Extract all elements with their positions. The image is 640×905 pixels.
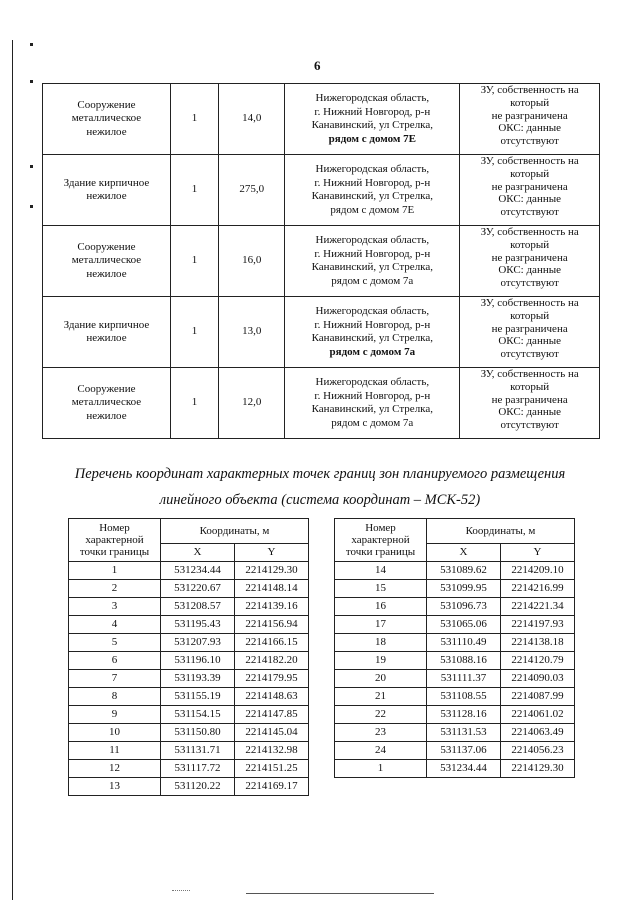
coordinate-y: 2214209.10 [501, 562, 575, 580]
coordinate-y: 2214056.23 [501, 742, 575, 760]
coordinate-row [69, 742, 309, 760]
object-address: Нижегородская область, г. Нижний Новгород, р-н Канавинский, ул Стрелка, рядом с домом 7а [285, 226, 460, 297]
coordinate-x: 531128.16 [427, 706, 501, 724]
object-row [43, 368, 600, 439]
coordinate-y: 2214182.20 [235, 652, 309, 670]
coordinate-x: 531137.06 [427, 742, 501, 760]
object-row [43, 155, 600, 226]
point-number: 16 [335, 598, 427, 616]
coordinates-table-left [68, 518, 309, 796]
section-heading-line1: Перечень координат характерных точек границ зон планируемого размещения [74, 466, 566, 482]
page-number: 6 [314, 58, 321, 73]
object-status: ЗУ, собственность на который не разграничена ОКС: данные отсутствуют [460, 297, 600, 368]
margin-mark [30, 80, 33, 83]
coordinate-row [69, 724, 309, 742]
object-count: 1 [170, 84, 218, 155]
point-number: 6 [69, 652, 161, 670]
coordinate-x: 531065.06 [427, 616, 501, 634]
object-status: ЗУ, собственность на который не разграничена ОКС: данные отсутствуют [460, 226, 600, 297]
coordinate-row [335, 670, 575, 688]
point-number: 20 [335, 670, 427, 688]
section-heading-line2: линейного объекта (система координат – МСК-52) [159, 492, 481, 508]
coordinate-y: 2214221.34 [501, 598, 575, 616]
point-number: 23 [335, 724, 427, 742]
margin-mark [30, 205, 33, 208]
point-number: 17 [335, 616, 427, 634]
object-address: Нижегородская область, г. Нижний Новгород, р-н Канавинский, ул Стрелка, рядом с домом 7а [285, 368, 460, 439]
object-address: Нижегородская область, г. Нижний Новгород, р-н Канавинский, ул Стрелка, рядом с домом 7Е [285, 84, 460, 155]
coordinate-row [335, 616, 575, 634]
object-row [43, 297, 600, 368]
point-number: 13 [69, 778, 161, 796]
coordinate-x: 531108.55 [427, 688, 501, 706]
object-area: 12,0 [219, 368, 285, 439]
coordinate-x: 531234.44 [161, 562, 235, 580]
coordinate-y: 2214151.25 [235, 760, 309, 778]
coordinate-x: 531089.62 [427, 562, 501, 580]
point-number: 14 [335, 562, 427, 580]
object-area: 275,0 [219, 155, 285, 226]
point-number: 19 [335, 652, 427, 670]
coordinate-x: 531150.80 [161, 724, 235, 742]
coordinate-y: 2214063.49 [501, 724, 575, 742]
coordinate-row [69, 598, 309, 616]
point-number: 4 [69, 616, 161, 634]
coordinate-row [69, 562, 309, 580]
object-row [43, 226, 600, 297]
object-name: Сооружение металлическое нежилое [43, 368, 171, 439]
coordinate-row [69, 634, 309, 652]
coordinate-x: 531155.19 [161, 688, 235, 706]
coordinate-x: 531110.49 [427, 634, 501, 652]
object-count: 1 [170, 226, 218, 297]
object-status: ЗУ, собственность на который не разграничена ОКС: данные отсутствуют [460, 155, 600, 226]
coordinate-y: 2214138.18 [501, 634, 575, 652]
coordinate-row [335, 724, 575, 742]
coordinate-row [335, 706, 575, 724]
header-x: X [427, 544, 501, 562]
coordinate-x: 531088.16 [427, 652, 501, 670]
point-number: 22 [335, 706, 427, 724]
coordinate-y: 2214166.15 [235, 634, 309, 652]
coordinate-y: 2214147.85 [235, 706, 309, 724]
point-number: 9 [69, 706, 161, 724]
coordinate-y: 2214197.93 [501, 616, 575, 634]
point-number: 24 [335, 742, 427, 760]
coordinate-y: 2214216.99 [501, 580, 575, 598]
coordinate-x: 531131.71 [161, 742, 235, 760]
point-number: 10 [69, 724, 161, 742]
point-number: 7 [69, 670, 161, 688]
point-number: 18 [335, 634, 427, 652]
coordinate-y: 2214129.30 [501, 760, 575, 778]
coordinate-x: 531111.37 [427, 670, 501, 688]
point-number: 1 [335, 760, 427, 778]
coordinate-x: 531196.10 [161, 652, 235, 670]
header-coordinates: Координаты, м [427, 519, 575, 544]
coordinate-x: 531207.93 [161, 634, 235, 652]
header-point-number: Номер характерной точки границы [335, 519, 427, 562]
coordinate-x: 531193.39 [161, 670, 235, 688]
coordinate-x: 531234.44 [427, 760, 501, 778]
point-number: 15 [335, 580, 427, 598]
object-area: 13,0 [219, 297, 285, 368]
coordinate-row [69, 652, 309, 670]
point-number: 11 [69, 742, 161, 760]
point-number: 2 [69, 580, 161, 598]
header-coordinates: Координаты, м [161, 519, 309, 544]
coordinate-x: 531096.73 [427, 598, 501, 616]
header-y: Y [235, 544, 309, 562]
coordinate-y: 2214132.98 [235, 742, 309, 760]
header-x: X [161, 544, 235, 562]
coordinate-x: 531131.53 [427, 724, 501, 742]
object-name: Сооружение металлическое нежилое [43, 84, 171, 155]
object-area: 14,0 [219, 84, 285, 155]
coordinate-y: 2214061.02 [501, 706, 575, 724]
object-count: 1 [170, 155, 218, 226]
coordinate-row [335, 580, 575, 598]
coordinate-y: 2214169.17 [235, 778, 309, 796]
coordinate-row [69, 778, 309, 796]
coordinate-row [69, 616, 309, 634]
point-number: 5 [69, 634, 161, 652]
coordinate-y: 2214156.94 [235, 616, 309, 634]
coordinate-y: 2214148.63 [235, 688, 309, 706]
coordinate-row [335, 634, 575, 652]
object-name: Сооружение металлическое нежилое [43, 226, 171, 297]
coordinate-x: 531208.57 [161, 598, 235, 616]
coordinate-y: 2214148.14 [235, 580, 309, 598]
coordinate-row [69, 580, 309, 598]
coordinate-x: 531220.67 [161, 580, 235, 598]
point-number: 12 [69, 760, 161, 778]
coordinate-row [335, 598, 575, 616]
coordinate-y: 2214179.95 [235, 670, 309, 688]
margin-mark [30, 43, 33, 46]
coordinate-row [69, 760, 309, 778]
object-row [43, 84, 600, 155]
object-status: ЗУ, собственность на который не разграничена ОКС: данные отсутствуют [460, 368, 600, 439]
footer-mark [172, 890, 190, 892]
object-name: Здание кирпичное нежилое [43, 297, 171, 368]
coordinate-row [335, 688, 575, 706]
coordinates-table-right [334, 518, 575, 778]
coordinate-x: 531154.15 [161, 706, 235, 724]
coordinate-y: 2214087.99 [501, 688, 575, 706]
coordinate-row [335, 562, 575, 580]
coordinate-y: 2214145.04 [235, 724, 309, 742]
header-point-number: Номер характерной точки границы [69, 519, 161, 562]
coordinate-row [335, 760, 575, 778]
coordinate-y: 2214090.03 [501, 670, 575, 688]
coordinate-row [335, 742, 575, 760]
coordinate-x: 531099.95 [427, 580, 501, 598]
point-number: 1 [69, 562, 161, 580]
coordinate-row [69, 670, 309, 688]
margin-mark [30, 165, 33, 168]
coordinate-row [335, 652, 575, 670]
coordinate-y: 2214139.16 [235, 598, 309, 616]
header-y: Y [501, 544, 575, 562]
object-address: Нижегородская область, г. Нижний Новгород, р-н Канавинский, ул Стрелка, рядом с домом 7Е [285, 155, 460, 226]
object-name: Здание кирпичное нежилое [43, 155, 171, 226]
coordinate-y: 2214120.79 [501, 652, 575, 670]
point-number: 3 [69, 598, 161, 616]
coordinate-x: 531120.22 [161, 778, 235, 796]
object-status: ЗУ, собственность на который не разграничена ОКС: данные отсутствуют [460, 84, 600, 155]
footer-rule [246, 893, 434, 894]
coordinate-x: 531195.43 [161, 616, 235, 634]
point-number: 21 [335, 688, 427, 706]
object-count: 1 [170, 368, 218, 439]
coordinate-row [69, 706, 309, 724]
coordinate-y: 2214129.30 [235, 562, 309, 580]
coordinate-x: 531117.72 [161, 760, 235, 778]
objects-table [42, 83, 600, 439]
point-number: 8 [69, 688, 161, 706]
object-address: Нижегородская область, г. Нижний Новгород, р-н Канавинский, ул Стрелка, рядом с домом 7а [285, 297, 460, 368]
object-area: 16,0 [219, 226, 285, 297]
coordinate-row [69, 688, 309, 706]
object-count: 1 [170, 297, 218, 368]
